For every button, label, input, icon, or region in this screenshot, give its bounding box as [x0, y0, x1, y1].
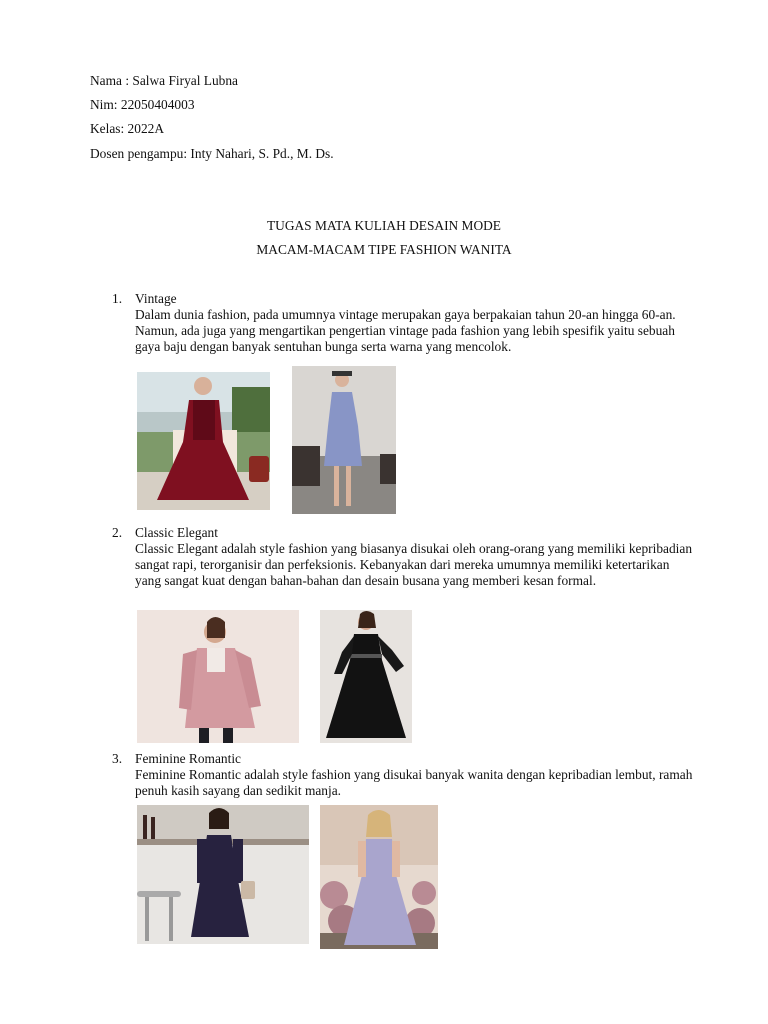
- lilac-gown-photo: [320, 805, 438, 949]
- section-number: 2.: [112, 525, 123, 540]
- section-number: 3.: [112, 751, 123, 766]
- document-subtitle: MACAM-MACAM TIPE FASHION WANITA: [256, 242, 512, 257]
- section-text-feminine-romantic: Feminine Romantic adalah style fashion yang disukai banyak wanita dengan kepribadian lembut, ramah penuh kasih sayang dan sedikit manja.: [135, 767, 693, 799]
- red-vintage-dress-photo: [137, 372, 270, 510]
- assignment-title: TUGAS MATA KULIAH DESAIN MODE: [266, 218, 501, 233]
- section-text-vintage: Dalam dunia fashion, pada umumnya vintage merupakan gaya berpakaian tahun 20-an hingga 60-an. Namun, ada juga yang mengartikan pengertian vintage pada fashion yang lebih spesifik yaitu sebuah gaya baju dengan banyak sentuhan bunga serta warna yang mencolok.: [135, 307, 676, 355]
- black-dress-photo: [320, 610, 412, 743]
- section-title-feminine-romantic: Feminine Romantic: [135, 751, 241, 766]
- section-title-vintage: Vintage: [135, 291, 177, 306]
- blue-runway-dress-photo: [292, 366, 396, 514]
- floral-dress-photo: [137, 805, 309, 944]
- lecturer-label: Dosen pengampu: Inty Nahari, S. Pd., M. Ds.: [90, 146, 334, 161]
- class-label: Kelas: 2022A: [90, 121, 165, 136]
- section-title-classic-elegant: Classic Elegant: [135, 525, 218, 540]
- student-id: Nim: 22050404003: [90, 97, 195, 112]
- section-text-classic-elegant: Classic Elegant adalah style fashion yang biasanya disukai oleh orang-orang yang memiliki kepribadian sangat rapi, terorganisir dan perfeksionis. Kebanyakan dari mereka umumnya memiliki ketertarikan yang sangat kuat dengan bahan-bahan dan desain busana yang memberi kesan formal.: [135, 541, 693, 589]
- student-name: Nama : Salwa Firyal Lubna: [90, 73, 239, 88]
- pink-coat-photo: [137, 610, 299, 743]
- section-number: 1.: [112, 291, 123, 306]
